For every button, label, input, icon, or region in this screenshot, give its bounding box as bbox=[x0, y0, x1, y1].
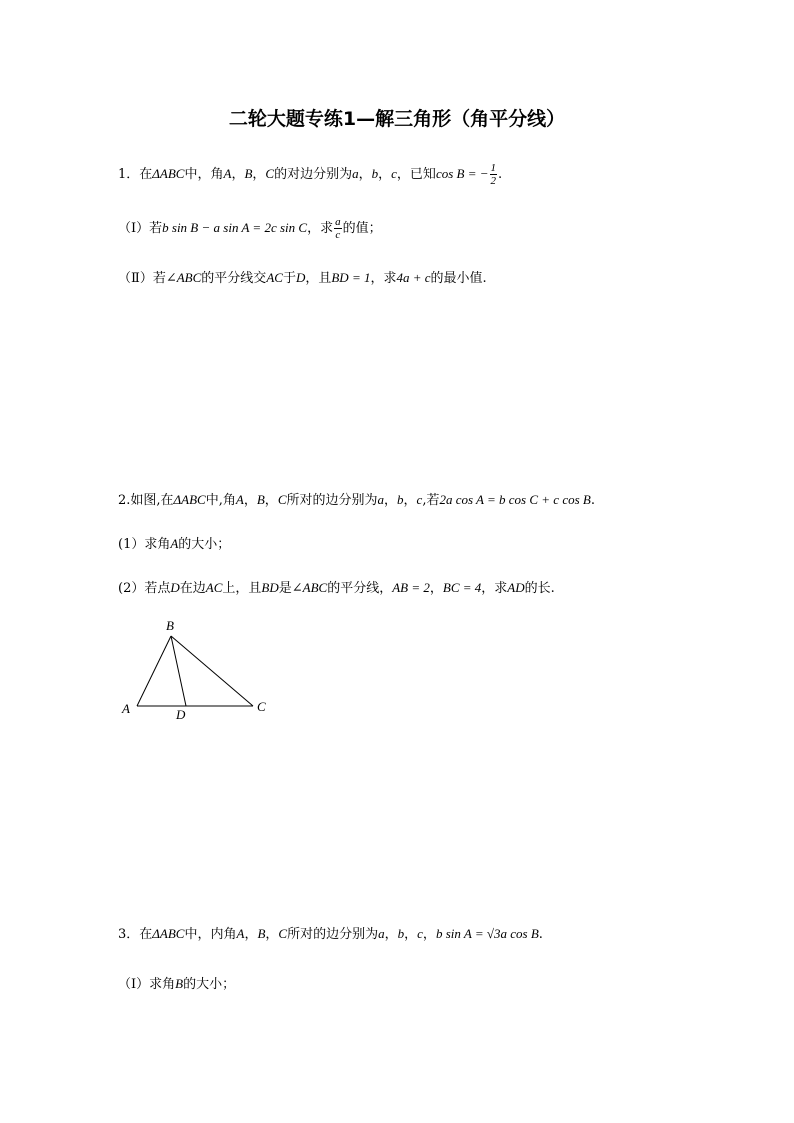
q1-stem bbox=[118, 162, 502, 187]
text-q1-part1-prefix: （Ⅰ）若 bbox=[118, 221, 163, 236]
text-q3-text3: ， bbox=[422, 927, 436, 942]
vertex-label-b: B bbox=[166, 618, 174, 633]
text-q1-b: b bbox=[397, 926, 405, 941]
text-q3-part1-B: B bbox=[175, 976, 184, 991]
text-q1-C: C bbox=[265, 166, 275, 181]
text-q1-part1-mid: ，求 bbox=[307, 221, 334, 236]
text-q1-part2-text3: ，且 bbox=[305, 271, 332, 286]
text-q1-sep: ， bbox=[384, 493, 398, 508]
text-q1-part1-num: a bbox=[335, 216, 341, 228]
triangle-diagram bbox=[116, 614, 286, 724]
vertex-label-d: D bbox=[176, 707, 186, 722]
text-q3-prefix: 3．在 bbox=[118, 927, 153, 942]
text-q1-c: c bbox=[391, 166, 397, 181]
text-q1-a: a bbox=[352, 166, 359, 181]
text-q1-A: A bbox=[223, 166, 232, 181]
text-q1-C: C bbox=[277, 492, 287, 507]
text-q2-text2: 所对的边分别为 bbox=[286, 493, 378, 508]
text-q1-A: A bbox=[236, 926, 245, 941]
text-q1-text1: 中，角 bbox=[184, 167, 224, 182]
text-q1-sep: ， bbox=[358, 167, 372, 182]
text-q2-part2-AD: AD bbox=[507, 580, 525, 595]
text-q3-part1-prefix: （Ⅰ）求角 bbox=[118, 977, 176, 992]
text-q3-part1-end: 的大小； bbox=[183, 977, 236, 992]
text-q1-sep: ， bbox=[244, 927, 258, 942]
text-q1-sep: ， bbox=[403, 493, 417, 508]
text-q1-b: b bbox=[371, 166, 379, 181]
q1-part1 bbox=[118, 216, 382, 241]
text-q1-part1-end: 的值； bbox=[342, 221, 382, 236]
text-q2-part2-end: 的长. bbox=[524, 581, 555, 596]
text-q1-part2-text4: ，求 bbox=[370, 271, 397, 286]
text-q2-prefix: 2.如图,在 bbox=[118, 493, 174, 508]
text-q3-text1: 中，内角 bbox=[184, 927, 237, 942]
text-q3-cond-right: a cos B bbox=[500, 926, 539, 941]
text-q2-text3: ,若 bbox=[422, 493, 440, 508]
text-q2-part2-angle: ∠ABC bbox=[291, 580, 328, 595]
q1-part2 bbox=[118, 268, 487, 289]
text-q1-sep: ， bbox=[378, 167, 392, 182]
text-q1-sep: ， bbox=[243, 493, 257, 508]
text-q3-end: . bbox=[538, 927, 543, 942]
text-q1-sep: ， bbox=[404, 927, 418, 942]
page-title: 二轮大题专练1—解三角形（角平分线） bbox=[228, 108, 566, 130]
q2-part1 bbox=[118, 534, 230, 555]
text-q2-part2-AC: AC bbox=[205, 580, 223, 595]
text-q1-c: c bbox=[417, 926, 423, 941]
text-q1-B: B bbox=[244, 166, 253, 181]
text-q1-part1-den: c bbox=[335, 229, 341, 241]
text-q1-frac-num: 1 bbox=[490, 162, 497, 174]
text-q1-part2-D: D bbox=[295, 270, 306, 285]
math-fragment bbox=[116, 614, 286, 724]
text-q1-sep: ， bbox=[231, 167, 245, 182]
text-q2-part2-text4: 的平分线， bbox=[327, 581, 393, 596]
text-q2-part1-prefix: (1）求角 bbox=[118, 537, 171, 552]
text-q2-part2-text1: 在边 bbox=[179, 581, 206, 596]
text-q2-part2-BC: BC = 4 bbox=[442, 580, 482, 595]
fraction-a-over-c bbox=[334, 216, 342, 241]
text-q1-sep: ， bbox=[384, 927, 398, 942]
text-q2-part2-D: D bbox=[170, 580, 180, 595]
text-q1-part2-angle: ∠ABC bbox=[165, 270, 202, 285]
text-q2-part1-A: A bbox=[170, 536, 179, 551]
text-q2-part1-end: 的大小； bbox=[178, 537, 231, 552]
text-q2-triangle: ΔABC bbox=[173, 492, 206, 507]
text-q2-part2-text3: 是 bbox=[278, 581, 292, 596]
fraction-one-half bbox=[490, 162, 498, 187]
text-q3-text2: 所对的边分别为 bbox=[287, 927, 379, 942]
text-q1-text2: 的对边分别为 bbox=[274, 167, 353, 182]
text-q1-prefix: 1．在 bbox=[118, 167, 153, 182]
text-q2-part2-text5: ，求 bbox=[481, 581, 508, 596]
text-q1-a: a bbox=[378, 926, 385, 941]
q2-stem bbox=[118, 490, 595, 511]
text-q1-part1-eq: b sin B − a sin A = 2c sin C bbox=[162, 220, 308, 235]
text-q1-part2-prefix: （Ⅱ）若 bbox=[118, 271, 166, 286]
text-q2-part2-sep: ， bbox=[429, 581, 443, 596]
text-q3-triangle: ΔABC bbox=[152, 926, 185, 941]
text-q1-b: b bbox=[397, 492, 404, 507]
text-q2-part2-AB: AB = 2 bbox=[392, 580, 430, 595]
q3-stem bbox=[118, 924, 543, 945]
text-q1-sep: ， bbox=[265, 927, 279, 942]
text-q1-part2-AC: AC bbox=[266, 270, 283, 285]
sqrt-three: √3 bbox=[486, 926, 501, 941]
text-q1-part2-expr: 4a + c bbox=[396, 270, 431, 285]
text-q2-part2-text2: 上，且 bbox=[222, 581, 262, 596]
text-q1-a: a bbox=[377, 492, 384, 507]
text-q2-end: . bbox=[590, 493, 595, 508]
vertex-label-a: A bbox=[122, 701, 130, 716]
side-ab bbox=[137, 636, 171, 706]
q3-part1 bbox=[118, 974, 235, 995]
text-q2-part2-prefix: (2）若点 bbox=[118, 581, 171, 596]
text-q1-triangle: ΔABC bbox=[152, 166, 185, 181]
text-q1-text3: ，已知 bbox=[396, 167, 436, 182]
q1-condition: cos B = − bbox=[435, 166, 489, 181]
text-q1-part2-end: 的最小值. bbox=[430, 271, 487, 286]
text-q1-A: A bbox=[235, 492, 244, 507]
text-q1-c: c bbox=[416, 492, 423, 507]
q2-condition: 2a cos A = b cos C + c cos B bbox=[439, 492, 591, 507]
text-q1-part2-text2: 于 bbox=[282, 271, 296, 286]
text-q1-B: B bbox=[256, 492, 265, 507]
text-q1-part2-eq: BD = 1 bbox=[331, 270, 371, 285]
text-q3-cond-left: b sin A = bbox=[435, 926, 487, 941]
text-q1-C: C bbox=[278, 926, 288, 941]
text-q1-end: . bbox=[498, 167, 503, 182]
text-q1-sep: ， bbox=[264, 493, 278, 508]
text-q2-part2-BD: BD bbox=[261, 580, 279, 595]
text-q1-sep: ， bbox=[252, 167, 266, 182]
text-q1-frac-den: 2 bbox=[490, 175, 497, 187]
text-q1-B: B bbox=[257, 926, 266, 941]
text-q2-text1: 中,角 bbox=[205, 493, 236, 508]
vertex-label-c: C bbox=[257, 699, 266, 714]
text-q1-part2-text1: 的平分线交 bbox=[201, 271, 267, 286]
q2-part2 bbox=[118, 578, 555, 599]
